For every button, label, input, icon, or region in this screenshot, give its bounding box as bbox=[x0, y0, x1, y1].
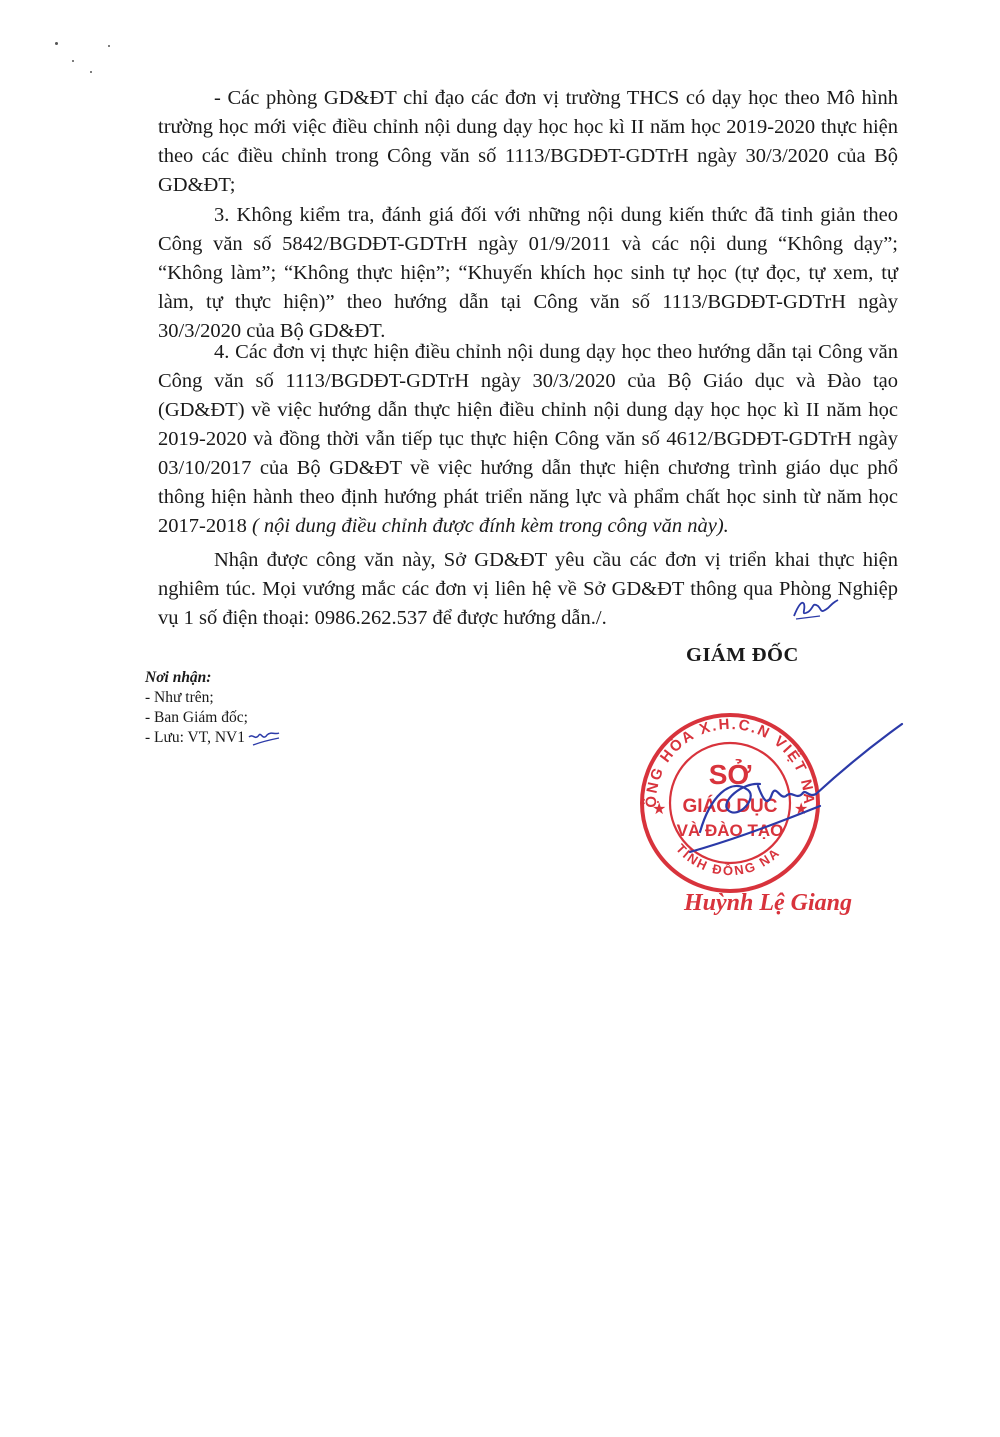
recipient-item-text: - Lưu: VT, NV1 bbox=[145, 729, 245, 746]
official-seal-and-signature bbox=[630, 702, 910, 922]
paragraph-item-3: 3. Không kiểm tra, đánh giá đối với những nội dung kiến thức đã tinh giản theo Công văn số 5842/BGDĐT-GDTrH ngày 01/9/2011 và các nội dung “Không dạy”; “Không làm”; “Không thực hiện”; “Khuyến khích học sinh tự học (tự đọc, tự xem, tự làm, tự thực hiện)” theo hướng dẫn tại Công văn số 1113/BGDĐT-GDTrH ngày 30/3/2020 của Bộ GD&ĐT. bbox=[158, 204, 898, 342]
scan-speck bbox=[90, 71, 92, 73]
handwritten-initial-icon bbox=[790, 594, 840, 622]
svg-text:★: ★ bbox=[652, 801, 667, 818]
recipient-item-text: - Ban Giám đốc; bbox=[145, 709, 248, 726]
scan-speck bbox=[55, 42, 58, 45]
recipient-item bbox=[145, 728, 445, 748]
svg-text:VÀ ĐÀO TẠO: VÀ ĐÀO TẠO bbox=[676, 821, 784, 840]
paragraph-item-4 bbox=[158, 338, 898, 541]
paragraph-thcs-directive: - Các phòng GD&ĐT chỉ đạo các đơn vị trường THCS có dạy học theo Mô hình trường học mới việc điều chỉnh nội dung dạy học học kì II năm học 2019-2020 thực hiện theo các điều chỉnh trong Công văn số 1113/BGDĐT-GDTrH ngày 30/3/2020 của Bộ GD&ĐT; bbox=[158, 87, 898, 196]
svg-text:TỈNH ĐỒNG NAI: TỈNH ĐỒNG NA bbox=[673, 840, 784, 879]
svg-text:CỘNG HÒA X.H.C.N VIỆT NAM: ỘNG HÒA X.H.C.N VIỆT NA bbox=[642, 715, 818, 808]
signer-name: Huỳnh Lệ Giang bbox=[684, 890, 853, 916]
recipient-item bbox=[145, 688, 445, 708]
scan-speck bbox=[72, 60, 74, 62]
handwritten-initial-icon bbox=[247, 729, 281, 747]
paragraph-item-4-italic-note: ( nội dung điều chỉnh được đính kèm trong công văn này). bbox=[251, 515, 729, 537]
recipient-item-text: - Như trên; bbox=[145, 689, 214, 706]
scan-speck bbox=[108, 45, 110, 47]
recipient-item bbox=[145, 708, 445, 728]
paragraph-item-4-main: 4. Các đơn vị thực hiện điều chỉnh nội dung dạy học theo hướng dẫn tại Công văn Công văn số 1113/BGDĐT-GDTrH ngày 30/3/2020 của Bộ Giáo dục và Đào tạo (GD&ĐT) về việc hướng dẫn thực hiện điều chỉnh nội dung dạy học học kì II năm học 2019-2020 và đồng thời vẫn tiếp tục thực hiện Công văn số 4612/BGDĐT-GDTrH ngày 03/10/2017 của Bộ GD&ĐT về việc hướng dẫn thực hiện chương trình giáo dục phổ thông hiện hành theo định hướng phát triển năng lực và phẩm chất học sinh từ năm học 2017-2018 bbox=[158, 341, 898, 537]
recipients-heading: Nơi nhận: bbox=[145, 669, 212, 686]
svg-text:GIÁO DỤC: GIÁO DỤC bbox=[682, 796, 778, 817]
signer-title: GIÁM ĐỐC bbox=[686, 644, 799, 666]
svg-text:★: ★ bbox=[794, 801, 809, 818]
svg-text:SỞ: SỞ bbox=[708, 759, 752, 790]
official-seal-icon bbox=[630, 702, 910, 922]
paragraph-closing: Nhận được công văn này, Sở GD&ĐT yêu cầu các đơn vị triển khai thực hiện nghiêm túc. Mọi vướng mắc các đơn vị liên hệ về Sở GD&ĐT thông qua Phòng Nghiệp vụ 1 số điện thoại: 0986.262.537 để được hướng dẫn./. bbox=[158, 549, 898, 629]
recipients-block bbox=[145, 668, 445, 748]
